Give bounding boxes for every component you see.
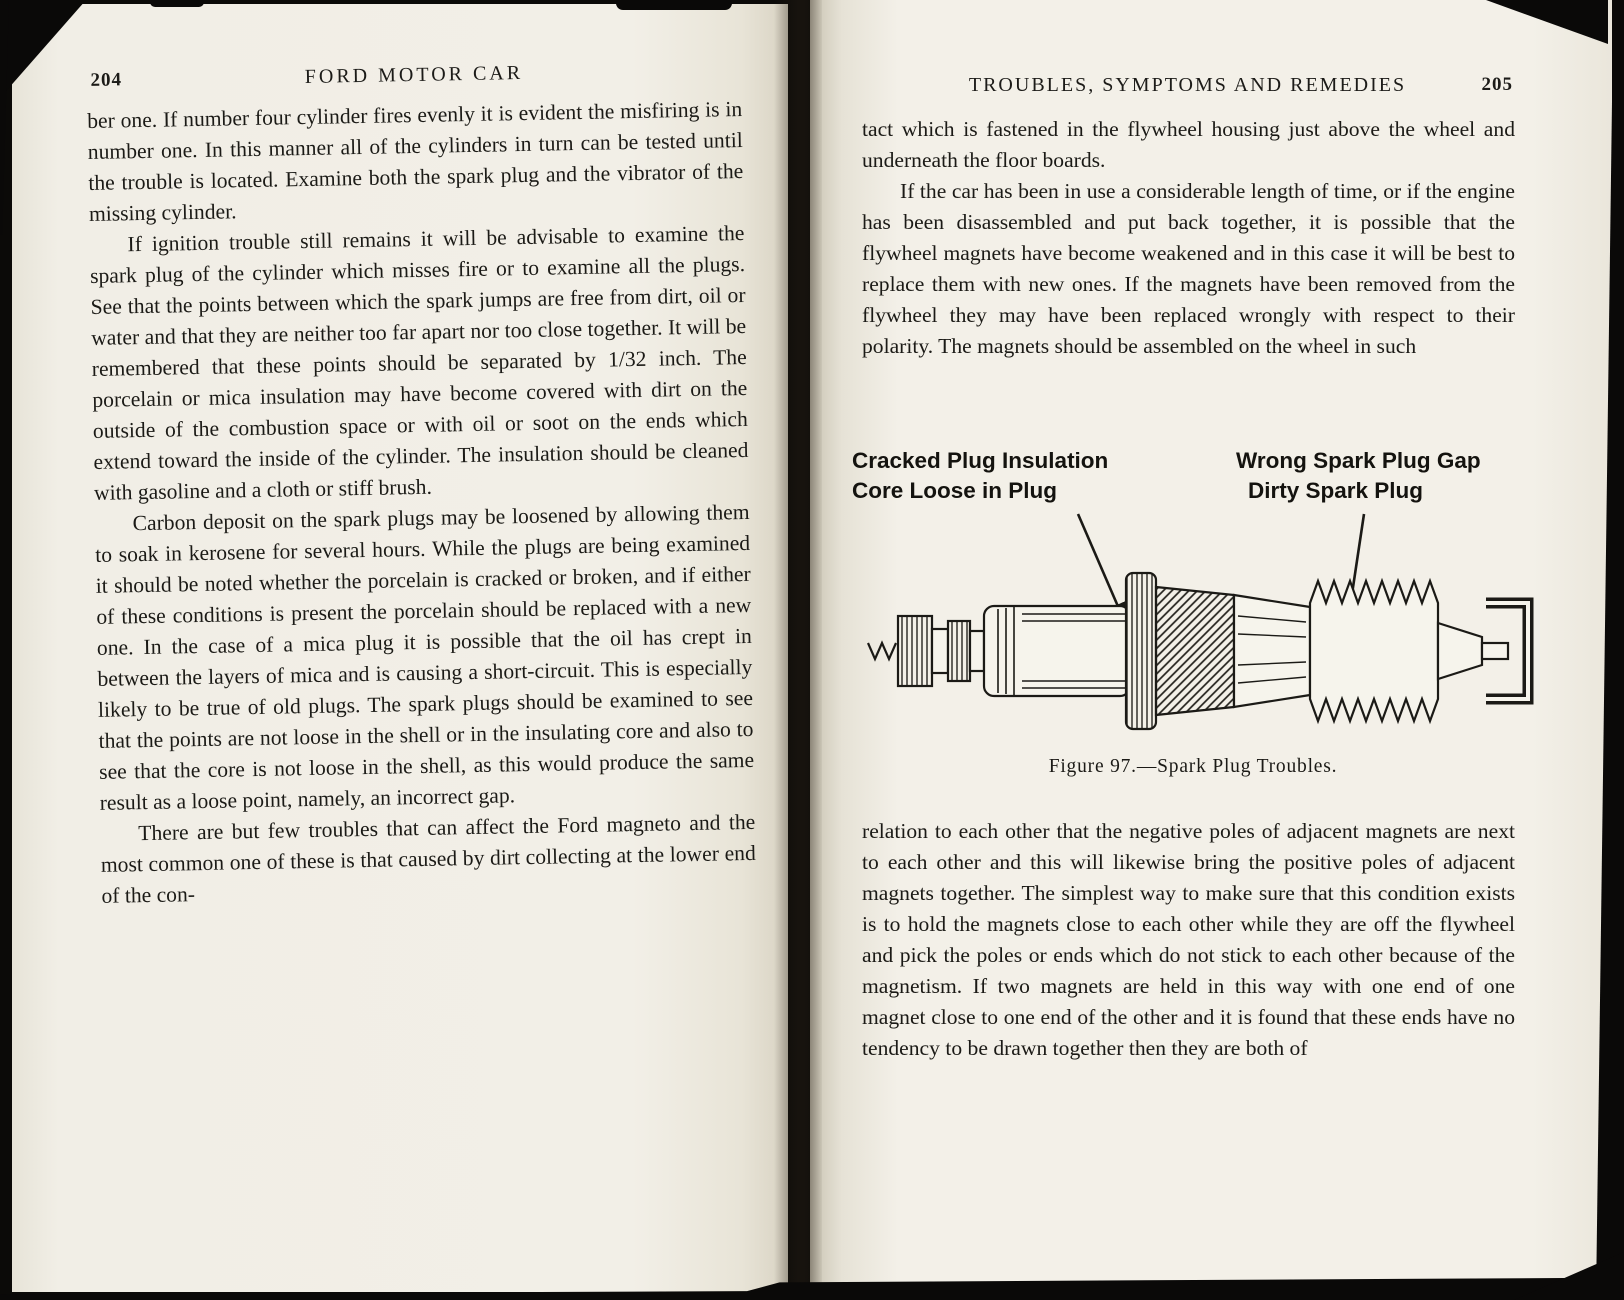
figure-label-right-line1: Wrong Spark Plug Gap	[1236, 448, 1481, 473]
left-page-header	[86, 58, 741, 100]
right-page-header	[860, 74, 1515, 104]
right-page-body-bottom	[862, 816, 1515, 1064]
left-running-title: FORD MOTOR CAR	[304, 62, 524, 89]
paragraph: relation to each other that the negative poles of adjacent magnets are next to each other and this will likewise bring the positive poles of adjacent magnets together. The simplest way to make sure that this condition exists is to hold the magnets close to each other while they are off the flywheel and pick the poles or ends which do not stick to each other because of the magnetism. If two magnets are held in this way with one end of one magnet close to one end of the other and it is found that these ends have no tendency to be drawn together then they are both of	[862, 819, 1515, 1060]
paragraph: tact which is fastened in the flywheel housing just above the wheel and underneath the floor boards.	[862, 117, 1515, 172]
paragraph: If the car has been in use a considerable length of time, or if the engine has been disassembled and put back together, it is possible that the flywheel magnets have become weakened and in this case it will be best to replace them with new ones. If the magnets have been removed from the flywheel they may have been replaced wrongly with respect to their polarity. The magnets should be assembled on the wheel in such	[862, 179, 1515, 358]
figure-label-right-line2: Dirty Spark Plug	[1248, 478, 1424, 503]
paragraph: There are but few troubles that can affect the Ford magneto and the most common one of these is that caused by dirt collecting at the lower end of the con-	[100, 809, 756, 908]
figure-97-spark-plug-troubles	[840, 442, 1546, 810]
paragraph: If ignition trouble still remains it will be advisable to examine the spark plug of the cylinder which misses fire or to examine all the plugs. See that the points between which the spark jumps are free from dirt, oil or water and that they are neither too far apart nor too close together. It will be remembered that these points should be separated by 1/32 inch. The porcelain or mica insulation may have become covered with dirt on the outside of the combustion space or with oil or soot on the ends which extend toward the inside of the cylinder. The insulation should be cleaned with gasoline and a cloth or stiff brush.	[89, 220, 749, 505]
right-page-body-top	[862, 114, 1515, 362]
left-page-number: 204	[90, 69, 123, 91]
spark-plug-illustration	[840, 446, 1546, 746]
right-page-number: 205	[1481, 74, 1513, 95]
scan-mark-top-small	[150, 0, 204, 7]
left-page-body	[87, 94, 757, 912]
left-page	[12, 4, 788, 1292]
paragraph: Carbon deposit on the spark plugs may be loosened by allowing them to soak in kerosene for several hours. While the plugs are being examined it should be noted whether the porcelain is cracked or broken, and if either of these conditions is present the porcelain should be replaced with a new one. In the case of a mica plug it is possible that the oil has crept in between the layers of mica and is causing a short-circuit. This is especially likely to be true of old plugs. The spark plugs should be examined to see that the points are not loose in the shell or in the insulating core and also to see that the core is not loose in the shell, as this would produce the same result as a loose point, namely, an incorrect gap.	[94, 499, 755, 815]
figure-label-left-line2: Core Loose in Plug	[852, 478, 1058, 503]
figure-caption: Figure 97.—Spark Plug Troubles.	[1048, 756, 1338, 777]
paragraph: ber one. If number four cylinder fires evenly it is evident the misfiring is in number one. In this manner all of the cylinders in turn can be tested until the trouble is located. Examine both the spark plug and the vibrator of the missing cylinder.	[87, 96, 744, 226]
figure-label-left-line1: Cracked Plug Insulation	[852, 448, 1109, 473]
right-page	[810, 0, 1612, 1290]
scan-edge-left	[0, 0, 9, 235]
right-running-title: TROUBLES, SYMPTOMS AND REMEDIES	[968, 74, 1407, 96]
scan-mark-top	[616, 0, 732, 10]
book-spine-gutter	[774, 0, 822, 1300]
left-page-content	[12, 4, 788, 1292]
